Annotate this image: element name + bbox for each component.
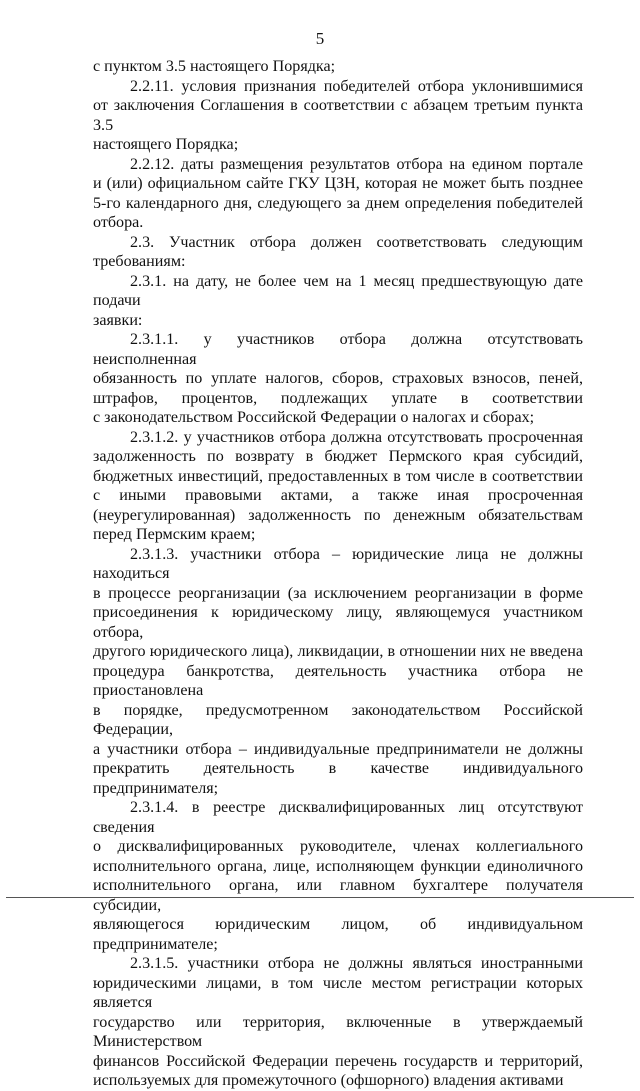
text-line: требованиям: [93, 253, 186, 270]
text-line: настоящего Порядка; [93, 136, 239, 153]
text-line: с иными правовыми актами, а также иная просроченная [93, 487, 583, 504]
text-line: юридическими лицами, в том числе местом регистрации которых является [93, 974, 583, 1011]
text-line: 2.3.1.3. участники отбора – юридические лица не должны находиться [93, 545, 583, 582]
text-line: от заключения Соглашения в соответствии с абзацем третьим пункта 3.5 [93, 97, 583, 134]
body-text [93, 57, 583, 1091]
text-line: используемых для промежуточного (офшорного) владения активами [93, 1072, 564, 1089]
text-line: обязанность по уплате налогов, сборов, страховых взносов, пеней, [93, 370, 583, 387]
text-line: присоединения к юридическому лицу, являющемуся участником отбора, [93, 604, 583, 641]
text-line: 2.3. Участник отбора должен соответствовать следующим [130, 233, 583, 251]
text-line: заявки: [93, 311, 143, 329]
text-line: с пунктом 3.5 настоящего Порядка; [93, 58, 336, 75]
text-line: в порядке, предусмотренном законодательством Российской Федерации, [93, 701, 583, 738]
text-line: 2.2.11. условия признания победителей отбора уклонившимися [130, 77, 583, 95]
text-line: отбора. [93, 214, 144, 231]
page-number: 5 [315, 29, 325, 48]
text-line: исполнительного органа, или главном бухгалтере получателя субсидии, [93, 877, 583, 914]
text-line: (неурегулированная) задолженность по денежным обязательствам [93, 506, 583, 524]
text-line: о дисквалифицированных руководителе, членах коллегиального [93, 838, 583, 855]
text-line: 2.3.1.4. в реестре дисквалифицированных лиц отсутствуют сведения [93, 799, 583, 836]
text-line: 2.3.1. на дату, не более чем на 1 месяц предшествующую дате подачи [93, 272, 583, 309]
text-line: финансов Российской Федерации перечень государств и территорий, [93, 1052, 583, 1070]
text-line: в процессе реорганизации (за исключением реорганизации в форме [93, 584, 583, 602]
text-line: штрафов, процентов, подлежащих уплате в соответствии [93, 389, 583, 407]
text-line: 2.3.1.1. у участников отбора должна отсутствовать неисполненная [93, 331, 583, 368]
text-line: процедура банкротства, деятельность участника отбора не приостановлена [93, 662, 583, 699]
text-line: и (или) официальном сайте ГКУ ЦЗН, которая не может быть позднее [93, 175, 583, 192]
text-line: 2.2.12. даты размещения результатов отбора на едином портале [130, 155, 583, 173]
text-line: являющегося юридическим лицом, об индивидуальном предпринимателе; [93, 916, 583, 953]
text-line: бюджетных инвестиций, предоставленных в том числе в соответствии [93, 467, 583, 485]
text-line: 5-го календарного дня, следующего за днем определения победителей [93, 194, 583, 212]
text-line: другого юридического лица), ликвидации, в отношении них не введена [93, 643, 583, 660]
text-line: а участники отбора – индивидуальные предприниматели не должны [93, 740, 583, 758]
text-line: 2.3.1.5. участники отбора не должны являться иностранными [130, 955, 583, 972]
text-line: задолженность по возврату в бюджет Пермского края субсидий, [93, 448, 583, 465]
bottom-rule [6, 897, 634, 898]
text-line: с законодательством Российской Федерации о налогах и сборах; [93, 409, 535, 426]
text-line: государство или территория, включенные в утверждаемый Министерством [93, 1013, 583, 1050]
text-line: перед Пермским краем; [93, 526, 256, 543]
text-line: 2.3.1.2. у участников отбора должна отсутствовать просроченная [130, 428, 583, 446]
text-line: исполнительного органа, лице, исполняющем функции единоличного [93, 857, 583, 875]
text-line: прекратить деятельность в качестве индивидуального предпринимателя; [93, 760, 583, 797]
